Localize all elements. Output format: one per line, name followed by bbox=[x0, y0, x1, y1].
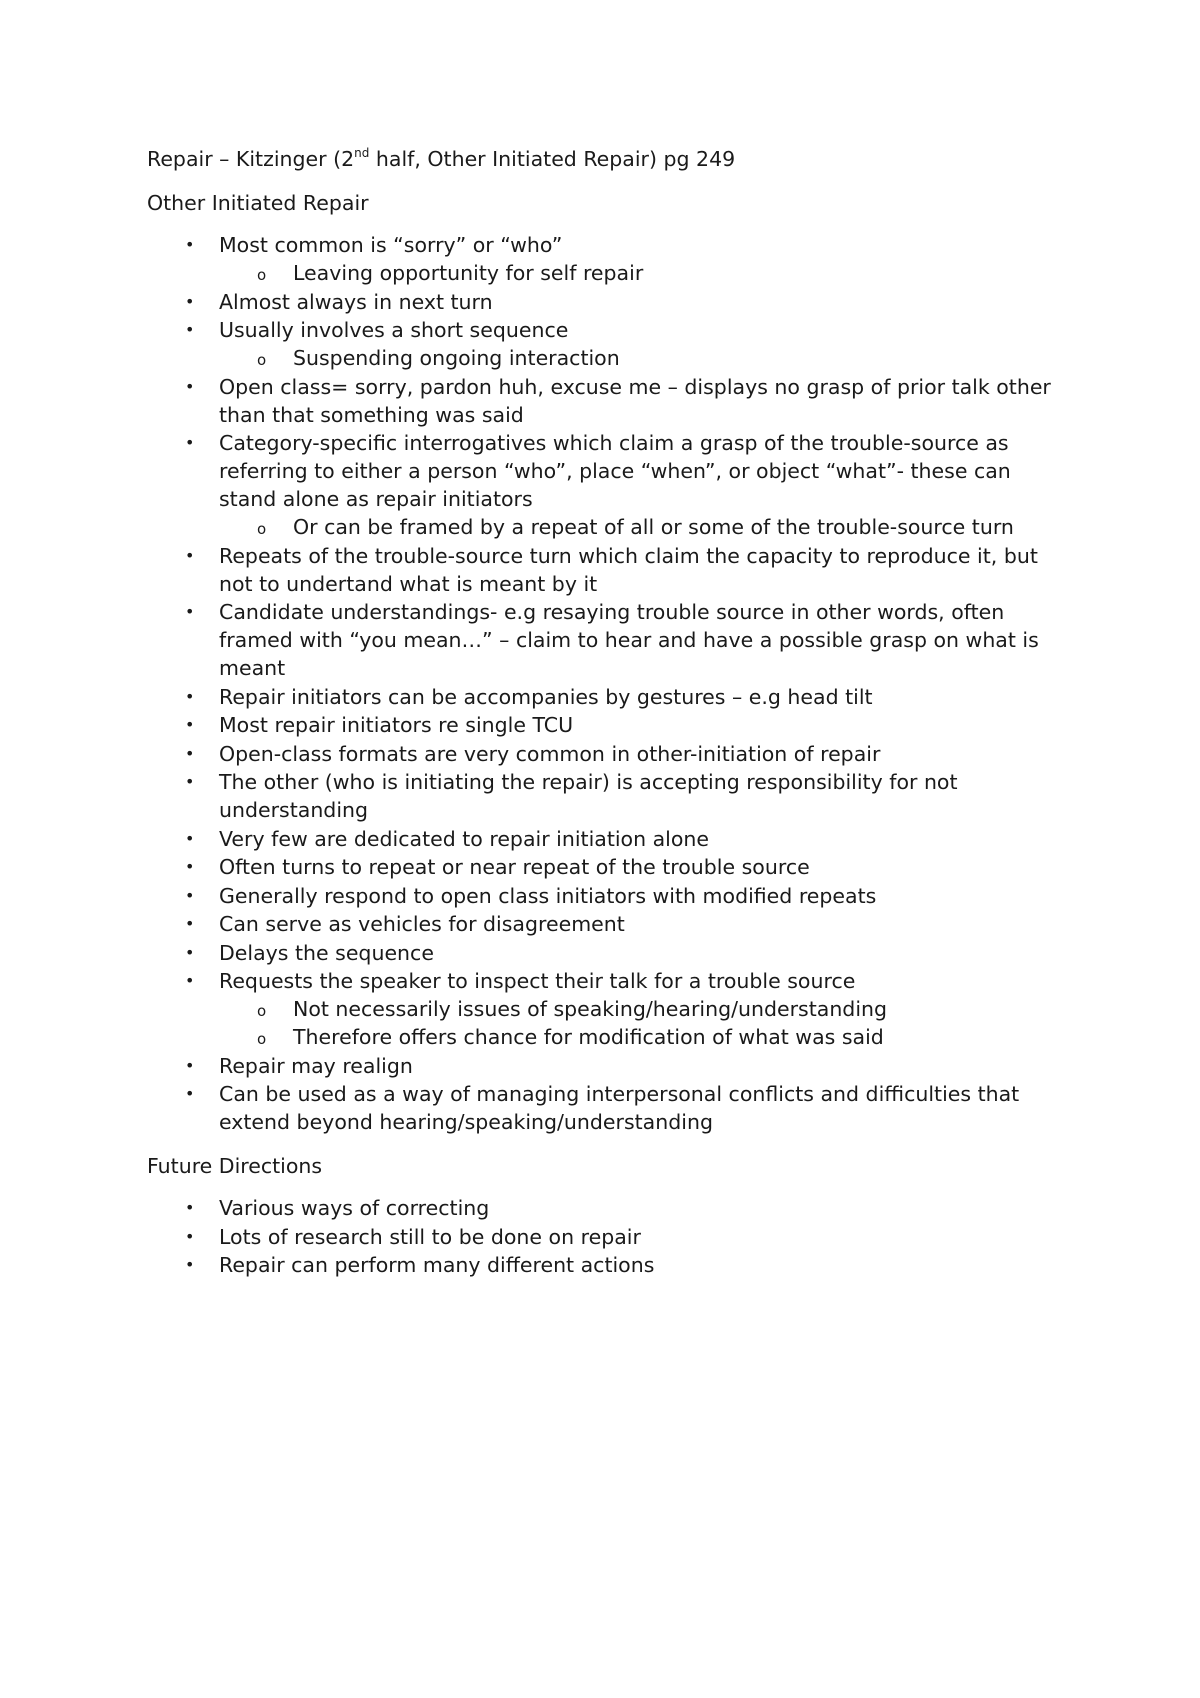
bullet-icon: • bbox=[185, 291, 195, 311]
sub-list-item bbox=[219, 1023, 1067, 1051]
title-rest: half, Other Initiated Repair) pg 249 bbox=[369, 147, 736, 171]
bullet-icon: • bbox=[185, 828, 195, 848]
list-item-text: Various ways of correcting bbox=[219, 1196, 490, 1220]
bullet-icon: • bbox=[185, 1255, 195, 1274]
sub-list-item bbox=[219, 344, 1067, 372]
sub-list bbox=[219, 513, 1067, 541]
sub-list bbox=[219, 259, 1067, 287]
list-item bbox=[147, 825, 1067, 853]
sub-list bbox=[219, 344, 1067, 372]
bullet-icon: • bbox=[185, 885, 195, 905]
sub-list-item-text: Suspending ongoing interaction bbox=[293, 346, 620, 370]
title-main: Repair – Kitzinger (2 bbox=[147, 147, 355, 171]
section-heading-other-initiated-repair: Other Initiated Repair bbox=[147, 191, 369, 215]
list-item bbox=[147, 542, 1067, 598]
sub-bullet-icon: o bbox=[257, 266, 267, 284]
list-item bbox=[147, 711, 1067, 739]
list-item-text: Open class= sorry, pardon huh, excuse me – displays no grasp of prior talk other than that something was said bbox=[219, 374, 1051, 427]
list-item-text: Category-specific interrogatives which claim a grasp of the trouble-source as referring to either a person “who”, place “when”, or object “what”- these can stand alone as repair initiators bbox=[219, 431, 1011, 511]
bullet-icon: • bbox=[185, 686, 195, 706]
list-item bbox=[147, 429, 1067, 541]
list-item-text: Open-class formats are very common in other-initiation of repair bbox=[219, 741, 881, 766]
list-item bbox=[147, 373, 1067, 429]
list-item-text: Repair can perform many different actions bbox=[219, 1253, 655, 1277]
sub-bullet-icon: o bbox=[257, 1030, 267, 1048]
list-item-text: Can serve as vehicles for disagreement bbox=[219, 912, 625, 936]
list-item bbox=[147, 882, 1067, 910]
list-item-text: Delays the sequence bbox=[219, 940, 434, 965]
sub-list-item bbox=[219, 995, 1067, 1023]
list-item-text: Very few are dedicated to repair initiation alone bbox=[219, 826, 710, 851]
list-item bbox=[147, 740, 1067, 768]
bullet-icon: • bbox=[185, 1198, 195, 1217]
list-item bbox=[147, 1251, 1067, 1279]
list-item bbox=[147, 853, 1067, 881]
sub-list-item-text: Leaving opportunity for self repair bbox=[293, 261, 644, 285]
bullet-icon: • bbox=[185, 743, 195, 763]
bullet-icon: • bbox=[185, 235, 195, 254]
bullet-icon: • bbox=[185, 1084, 195, 1103]
sub-list-item-text: Not necessarily issues of speaking/hearing/understanding bbox=[293, 997, 888, 1021]
document-content bbox=[147, 145, 1067, 1295]
list-item-text: Requests the speaker to inspect their talk for a trouble source bbox=[219, 969, 856, 993]
bullet-icon: • bbox=[185, 1226, 195, 1246]
bullet-list-future-directions bbox=[147, 1194, 1067, 1279]
list-item-text: Usually involves a short sequence bbox=[219, 318, 569, 342]
list-item-text: Often turns to repeat or near repeat of the trouble source bbox=[219, 855, 810, 879]
sub-bullet-icon: o bbox=[257, 520, 267, 538]
list-item bbox=[147, 288, 1067, 316]
list-item bbox=[147, 1052, 1067, 1080]
bullet-icon: • bbox=[185, 914, 195, 933]
list-item-text: Lots of research still to be done on repair bbox=[219, 1224, 641, 1249]
bullet-list-other-initiated-repair bbox=[147, 231, 1067, 1136]
list-item-text: Almost always in next turn bbox=[219, 289, 493, 314]
bullet-icon: • bbox=[185, 545, 195, 565]
bullet-icon: • bbox=[185, 376, 195, 396]
list-item-text: The other (who is initiating the repair) is accepting responsibility for not understanding bbox=[219, 770, 958, 822]
bullet-icon: • bbox=[185, 857, 195, 876]
list-item-text: Most common is “sorry” or “who” bbox=[219, 233, 563, 257]
section-heading-future-directions: Future Directions bbox=[147, 1154, 323, 1178]
list-item bbox=[147, 768, 1067, 824]
sub-bullet-icon: o bbox=[257, 1002, 267, 1020]
list-item-text: Repeats of the trouble-source turn which claim the capacity to reproduce it, but not to undertand what is meant by it bbox=[219, 543, 1038, 596]
list-item bbox=[147, 939, 1067, 967]
bullet-icon: • bbox=[185, 772, 195, 791]
list-item-text: Generally respond to open class initiators with modified repeats bbox=[219, 883, 877, 908]
sub-list-item bbox=[219, 259, 1067, 287]
list-item-text: Repair initiators can be accompanies by gestures – e.g head tilt bbox=[219, 684, 873, 709]
bullet-icon: • bbox=[185, 320, 195, 339]
list-item-text: Can be used as a way of managing interpersonal conflicts and difficulties that extend beyond hearing/speaking/understanding bbox=[219, 1082, 1020, 1134]
bullet-icon: • bbox=[185, 1055, 195, 1075]
list-item bbox=[147, 1223, 1067, 1251]
list-item bbox=[147, 231, 1067, 287]
bullet-icon: • bbox=[185, 715, 195, 734]
bullet-icon: • bbox=[185, 942, 195, 962]
list-item bbox=[147, 683, 1067, 711]
bullet-icon: • bbox=[185, 971, 195, 990]
bullet-icon: • bbox=[185, 433, 195, 452]
list-item-text: Most repair initiators re single TCU bbox=[219, 713, 574, 737]
list-item bbox=[147, 598, 1067, 682]
list-item bbox=[147, 1080, 1067, 1136]
list-item bbox=[147, 316, 1067, 372]
list-item bbox=[147, 910, 1067, 938]
sub-list-item-text: Or can be framed by a repeat of all or some of the trouble-source turn bbox=[293, 515, 1014, 539]
list-item bbox=[147, 967, 1067, 1051]
list-item-text: Candidate understandings- e.g resaying trouble source in other words, often framed with “you mean…” – claim to hear and have a possible grasp on what is meant bbox=[219, 600, 1039, 680]
sub-list bbox=[219, 995, 1067, 1051]
sub-list-item-text: Therefore offers chance for modification of what was said bbox=[293, 1025, 884, 1049]
bullet-icon: • bbox=[185, 602, 195, 621]
title-superscript: nd bbox=[354, 146, 370, 160]
list-item-text: Repair may realign bbox=[219, 1053, 413, 1078]
sub-bullet-icon: o bbox=[257, 351, 267, 369]
sub-list-item bbox=[219, 513, 1067, 541]
document-title bbox=[147, 145, 1067, 173]
list-item bbox=[147, 1194, 1067, 1222]
